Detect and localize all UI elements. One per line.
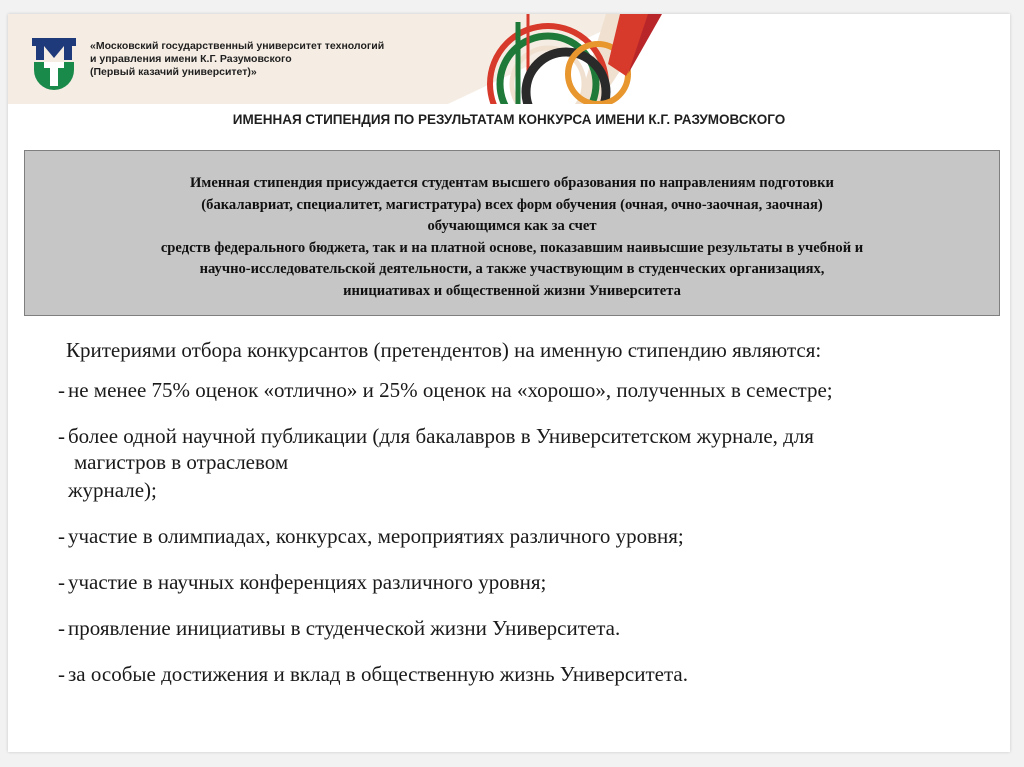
list-item-text: не менее 75% оценок «отлично» и 25% оценок на «хорошо», полученных в семестре; — [68, 378, 833, 402]
list-dash: - — [58, 424, 65, 448]
info-line: средств федерального бюджета, так и на платной основе, показавшим наивысшие результаты в учебной и — [160, 239, 864, 256]
university-name-line: «Московский государственный университет технологий — [90, 40, 385, 52]
mgutu-logo-icon — [30, 36, 78, 90]
info-line: научно-исследовательской деятельности, а также участвующим в студенческих организациях, — [199, 261, 825, 277]
info-line: инициативах и общественной жизни Университета — [343, 282, 681, 299]
info-line: обучающимся как за счет — [427, 218, 597, 234]
info-box — [24, 150, 1000, 316]
info-line: Именная стипендия присуждается студентам высшего образования по направлениям подготовки — [190, 175, 834, 191]
info-line: (бакалавриат, специалитет, магистратура) всех форм обучения (очная, очно-заочная, заочная) — [201, 196, 823, 213]
header-band — [8, 14, 1010, 104]
list-item — [58, 424, 814, 449]
list-item — [58, 616, 620, 641]
list-item-text: участие в научных конференциях различного уровня; — [68, 570, 547, 594]
criteria-heading: Критериями отбора конкурсантов (претендентов) на именную стипендию являются: — [66, 338, 822, 362]
list-item-text: проявление инициативы в студенческой жизни Университета. — [68, 616, 621, 640]
list-dash: - — [58, 616, 65, 640]
list-item — [58, 378, 833, 403]
header-decoration — [448, 14, 1010, 104]
list-item-continuation: магистров в отраслевом — [74, 450, 289, 474]
slide — [8, 14, 1010, 752]
university-name-line: (Первый казачий университет)» — [90, 66, 257, 78]
list-dash: - — [58, 570, 65, 594]
university-name-line: и управления имени К.Г. Разумовского — [90, 53, 292, 65]
list-item — [58, 662, 688, 687]
list-item-text: за особые достижения и вклад в общественную жизнь Университета. — [68, 662, 688, 686]
university-name — [90, 40, 470, 79]
list-item-continuation: журнале); — [68, 478, 157, 502]
list-dash: - — [58, 662, 65, 686]
list-dash: - — [58, 524, 65, 548]
list-item — [58, 524, 684, 549]
list-item-text: более одной научной публикации (для бакалавров в Университетском журнале, для — [68, 424, 814, 448]
page-title: ИМЕННАЯ СТИПЕНДИЯ ПО РЕЗУЛЬТАТАМ КОНКУРСА ИМЕНИ К.Г. РАЗУМОВСКОГО — [232, 112, 786, 127]
list-item — [58, 570, 546, 595]
list-dash: - — [58, 378, 65, 402]
list-item-text: участие в олимпиадах, конкурсах, мероприятиях различного уровня; — [68, 524, 684, 548]
